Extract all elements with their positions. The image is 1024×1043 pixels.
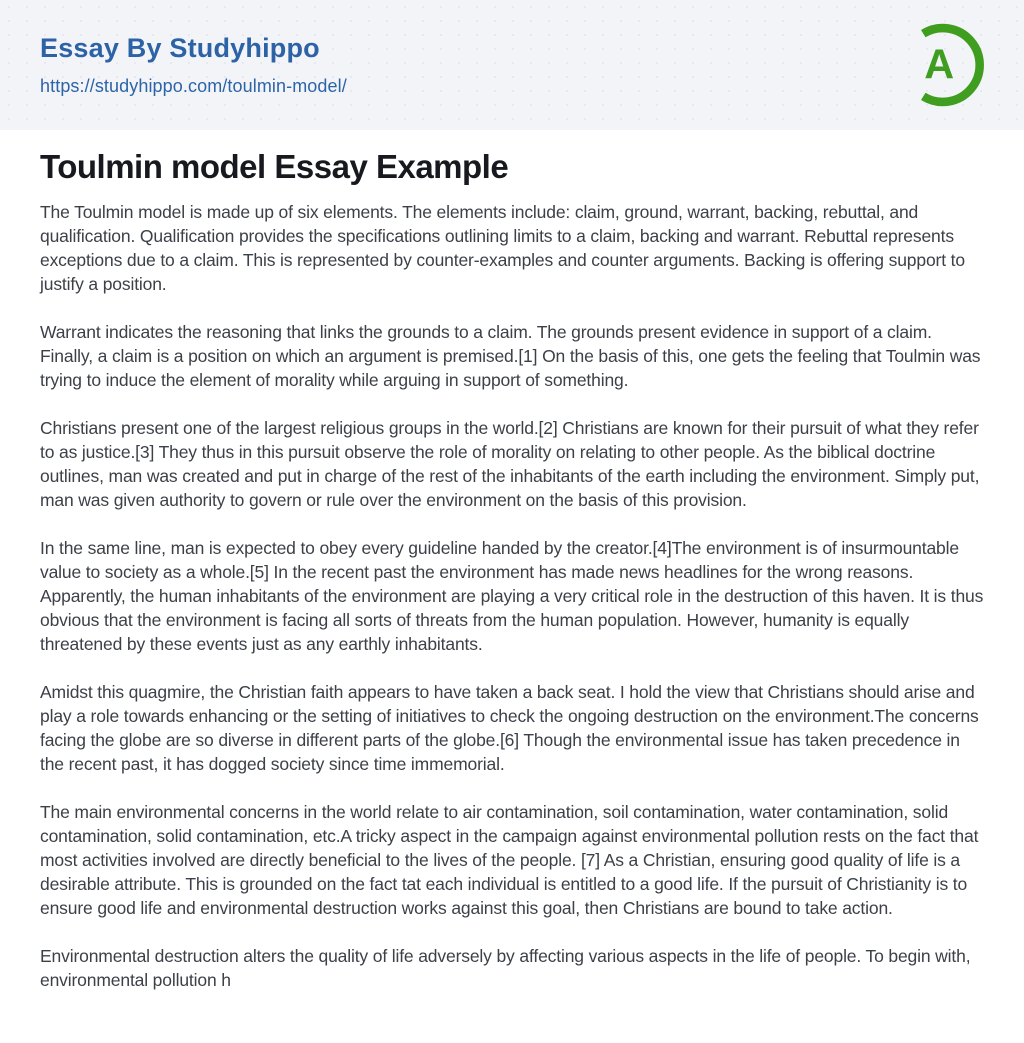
essay-paragraph: Environmental destruction alters the quality of life adversely by affecting various aspects in the life of people. To begin with, environmental pollution h [40, 946, 971, 990]
essay-paragraph: Christians present one of the largest religious groups in the world.[2] Christians are known for their pursuit of what they refer to as justice.[3] They thus in this pursuit observe the role of morality on relating to other people. As the biblical doctrine outlines, man was created and put in charge of the rest of the inhabitants of the earth including the environment. Simply put, man was given authority to govern or rule over the environment on the basis of this provision. [40, 418, 980, 510]
essay-paragraph: Warrant indicates the reasoning that links the grounds to a claim. The grounds present evidence in support of a claim. Finally, a claim is a position on which an argument is premised.[1] On the basis of this, one gets the feeling that Toulmin was trying to induce the element of morality while arguing in support of something. [40, 322, 981, 390]
source-url-link[interactable]: https://studyhippo.com/toulmin-model/ [40, 76, 347, 96]
studyhippo-arc-logo-icon [896, 20, 986, 110]
essay-paragraph: The main environmental concerns in the world relate to air contamination, soil contamination, water contamination, solid contamination, solid contamination, etc.A tricky aspect in the campaign against environmental pollution rests on the fact that most activities involved are directly beneficial to the lives of the people. [7] As a Christian, ensuring good quality of life is a desirable attribute. This is grounded on the fact tat each individual is entitled to a good life. If the pursuit of Christianity is to ensure good life and environmental destruction works against this goal, then Christians are bound to take action. [40, 802, 979, 918]
site-header [0, 0, 1024, 130]
essay-article [0, 130, 1024, 992]
site-title: Essay By Studyhippo [40, 33, 320, 63]
essay-paragraph: In the same line, man is expected to obey every guideline handed by the creator.[4]The environment is of insurmountable value to society as a whole.[5] In the recent past the environment has made news headlines for the wrong reasons. Apparently, the human inhabitants of the environment are playing a very critical role in the destruction of this haven. It is thus obvious that the environment is facing all sorts of threats from the human population. However, humanity is equally threatened by these events just as any earthly inhabitants. [40, 538, 984, 654]
essay-paragraph: Amidst this quagmire, the Christian faith appears to have taken a back seat. I hold the view that Christians should arise and play a role towards enhancing or the setting of initiatives to check the ongoing destruction on the environment.The concerns facing the globe are so diverse in different parts of the globe.[6] Though the environmental issue has taken precedence in the recent past, it has dogged society since time immemorial. [40, 682, 979, 774]
header-text-block [40, 33, 347, 97]
logo-letter: A [924, 41, 955, 88]
page-title: Toulmin model Essay Example [40, 148, 509, 185]
essay-paragraph: The Toulmin model is made up of six elements. The elements include: claim, ground, warrant, backing, rebuttal, and qualification. Qualification provides the specifications outlining limits to a claim, backing and warrant. Rebuttal represents exceptions due to a claim. This is represented by counter-examples and counter arguments. Backing is offering support to justify a position. [40, 202, 965, 294]
